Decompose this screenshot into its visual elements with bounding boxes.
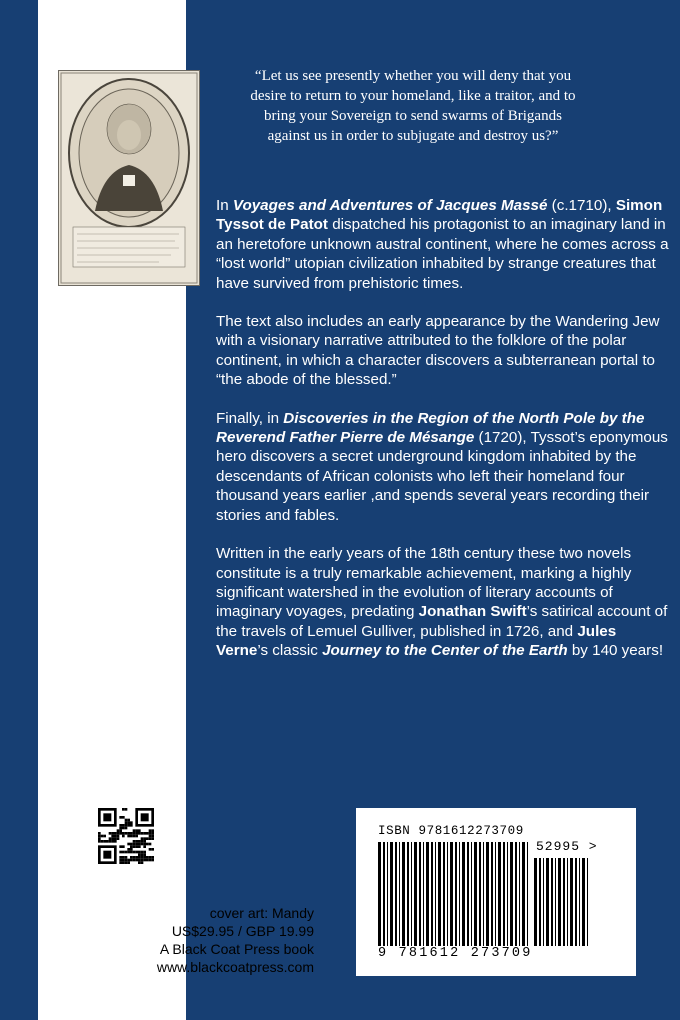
barcode-bar [486, 842, 489, 946]
qr-module [130, 851, 133, 854]
qr-module [133, 843, 136, 846]
qr-module [146, 859, 149, 862]
qr-module [119, 816, 122, 819]
qr-module [98, 840, 101, 843]
barcode-bar [390, 842, 393, 946]
qr-module [122, 835, 125, 838]
qr-module [151, 832, 154, 835]
barcode-bar [467, 842, 469, 946]
qr-module [133, 856, 136, 859]
qr-module [133, 840, 136, 843]
barcode-bar [419, 842, 421, 946]
qr-module [133, 832, 136, 835]
qr-module [149, 829, 152, 832]
qr-module [119, 845, 122, 848]
isbn-label: ISBN 9781612273709 [378, 824, 524, 838]
barcode-bar [447, 842, 448, 946]
barcode-bar [383, 842, 385, 946]
qr-module [122, 856, 125, 859]
qr-module [135, 835, 138, 838]
p1-text-b: (c.1710), [547, 197, 616, 214]
name-swift: Jonathan Swift [418, 603, 527, 621]
publisher-label: A Black Coat Press book [159, 941, 314, 957]
qr-module [143, 851, 146, 854]
book-title-masse: Voyages and Adventures of Jacques Massé [232, 197, 548, 214]
qr-module [122, 816, 125, 819]
barcode-bar [570, 858, 573, 946]
qr-module [143, 845, 146, 848]
barcode-bar [378, 842, 381, 946]
qr-module [143, 856, 146, 859]
qr-module [125, 851, 128, 854]
qr-module [141, 859, 144, 862]
barcode-addon-bars [534, 858, 588, 946]
name-verne: Jules Verne [216, 622, 617, 660]
qr-module [141, 861, 144, 864]
qr-module [122, 861, 125, 864]
qr-module [111, 837, 114, 840]
qr-module [119, 856, 122, 859]
qr-module [127, 832, 130, 835]
barcode-bar [579, 858, 580, 946]
barcode-bar [455, 842, 457, 946]
qr-module [114, 835, 117, 838]
isbn-digits: 9 781612 273709 [378, 946, 533, 961]
paragraph-1 [216, 196, 672, 293]
qr-module [130, 859, 133, 862]
barcode-bar [491, 842, 493, 946]
barcode-bar [450, 842, 453, 946]
paragraph-3 [216, 409, 672, 525]
portrait-svg [59, 71, 199, 285]
barcode-bar [546, 858, 549, 946]
qr-module [127, 848, 130, 851]
barcode-bar [479, 842, 481, 946]
qr-module [114, 832, 117, 835]
qr-code [98, 808, 154, 864]
qr-module [127, 824, 130, 827]
barcode-bar [510, 842, 513, 946]
qr-module [109, 840, 112, 843]
qr-module [138, 861, 141, 864]
barcode-bar [582, 858, 585, 946]
qr-module [141, 843, 144, 846]
qr-module [122, 845, 125, 848]
qr-code-svg [98, 808, 154, 864]
p4-text-a: Written in the early years of the 18th century these two novels constitute is a truly remarkable achievement, marking a highly significant watershed in the evolution of literary accounts of imaginary voyages, predating [216, 545, 632, 621]
qr-module [125, 808, 128, 811]
barcode-bar [543, 858, 544, 946]
barcode-bar [395, 842, 397, 946]
qr-module [127, 819, 130, 822]
qr-module [119, 827, 122, 830]
qr-module [135, 829, 138, 832]
barcode-bars [378, 842, 528, 946]
barcode-bar [474, 842, 477, 946]
qr-module [138, 859, 141, 862]
qr-module [130, 832, 133, 835]
qr-module [143, 843, 146, 846]
price-label: US$29.95 / GBP 19.99 [171, 923, 314, 939]
p1-text-a: In [216, 197, 233, 214]
qr-module [98, 835, 101, 838]
qr-module [143, 832, 146, 835]
qr-module [122, 832, 125, 835]
qr-module [103, 835, 106, 838]
paragraph-4 [216, 544, 672, 660]
qr-module [141, 832, 144, 835]
qr-module [127, 851, 130, 854]
barcode-bar [495, 842, 496, 946]
qr-module [109, 837, 112, 840]
barcode-bar [426, 842, 429, 946]
barcode-bar [534, 858, 537, 946]
qr-module [125, 861, 128, 864]
qr-module [133, 851, 136, 854]
isbn-barcode [356, 808, 636, 976]
qr-module [149, 848, 152, 851]
qr-module [141, 853, 144, 856]
qr-module [151, 856, 154, 859]
qr-module [125, 856, 128, 859]
barcode-bar [539, 858, 541, 946]
qr-module [119, 832, 122, 835]
barcode-bar [575, 858, 577, 946]
qr-module [125, 859, 128, 862]
qr-module [122, 808, 125, 811]
qr-module [122, 827, 125, 830]
qr-module [135, 832, 138, 835]
qr-module [125, 824, 128, 827]
qr-module [146, 832, 149, 835]
qr-module [149, 837, 152, 840]
p1-text-c: dispatched his protagonist to an imaginary land in an heretofore unknown austral continent, where he comes across a “lost world” utopian civilization inhabited by strange creatures that have survived from prehistoric times. [216, 216, 669, 292]
qr-module [101, 835, 104, 838]
book-title-journey: Journey to the Center of the Earth [322, 642, 568, 660]
qr-module [133, 829, 136, 832]
barcode-bar [558, 858, 561, 946]
qr-module [149, 832, 152, 835]
qr-module [141, 840, 144, 843]
barcode-bar [498, 842, 501, 946]
barcode-bar [471, 842, 472, 946]
qr-module [130, 845, 133, 848]
qr-module [117, 835, 120, 838]
barcode-bar [399, 842, 400, 946]
website-link[interactable]: www.blackcoatpress.com [156, 959, 314, 975]
portrait-engraving [58, 70, 200, 286]
qr-module [138, 851, 141, 854]
barcode-bar [567, 858, 568, 946]
barcode-bar [587, 858, 588, 946]
qr-module [127, 861, 130, 864]
barcode-bar [519, 842, 520, 946]
barcode-bar [387, 842, 388, 946]
qr-module [141, 851, 144, 854]
barcode-bar [522, 842, 525, 946]
qr-module [149, 859, 152, 862]
barcode-bar [414, 842, 417, 946]
qr-module [146, 837, 149, 840]
qr-module [125, 832, 128, 835]
qr-module [127, 843, 130, 846]
barcode-bar [423, 842, 424, 946]
qr-module [98, 832, 101, 835]
qr-module [119, 824, 122, 827]
qr-module [130, 835, 133, 838]
qr-module [141, 837, 144, 840]
qr-module [133, 835, 136, 838]
qr-module [125, 821, 128, 824]
qr-module [127, 821, 130, 824]
qr-module [117, 829, 120, 832]
qr-module [151, 859, 154, 862]
qr-module [135, 856, 138, 859]
p3-text-b: (1720), Tyssot’s eponymous hero discovers a secret underground kingdom inhabited by the descendants of African colonists who left their homeland four thousand years earlier ,and spends several years recording their stories and fables. [216, 429, 668, 524]
barcode-bar [507, 842, 508, 946]
qr-module [106, 840, 109, 843]
qr-module [117, 837, 120, 840]
qr-module [141, 813, 149, 821]
qr-module [122, 824, 125, 827]
qr-module [111, 832, 114, 835]
qr-module [135, 840, 138, 843]
qr-module [149, 835, 152, 838]
qr-module [138, 840, 141, 843]
p4-text-d: by 140 years! [567, 642, 664, 660]
qr-module [130, 824, 133, 827]
qr-module [146, 843, 149, 846]
qr-module [119, 861, 122, 864]
qr-module [146, 856, 149, 859]
qr-module [138, 832, 141, 835]
barcode-bar [402, 842, 405, 946]
barcode-bar [438, 842, 441, 946]
qr-module [122, 851, 125, 854]
qr-module [130, 848, 133, 851]
qr-module [138, 845, 141, 848]
qr-module [119, 829, 122, 832]
qr-module [98, 837, 101, 840]
left-margin [0, 0, 38, 1020]
qr-module [149, 843, 152, 846]
qr-module [103, 840, 106, 843]
barcode-bar [462, 842, 465, 946]
qr-module [122, 859, 125, 862]
qr-module [119, 859, 122, 862]
qr-module [151, 848, 154, 851]
qr-module [138, 843, 141, 846]
qr-module [130, 821, 133, 824]
barcode-bar [527, 842, 528, 946]
qr-module [143, 837, 146, 840]
qr-module [114, 840, 117, 843]
barcode-bar [435, 842, 436, 946]
qr-module [138, 829, 141, 832]
qr-module [143, 840, 146, 843]
qr-module [127, 835, 130, 838]
qr-module [130, 856, 133, 859]
barcode-bar [555, 858, 556, 946]
p3-text-a: Finally, in [216, 409, 284, 427]
p4-text-b: ’s satirical account of the travels of Lemuel Gulliver, published in 1726, and [216, 603, 668, 640]
qr-module [151, 835, 154, 838]
barcode-bar [551, 858, 553, 946]
barcode-bar [503, 842, 505, 946]
qr-module [135, 843, 138, 846]
barcode-bar [431, 842, 433, 946]
book-title-mesange: Discoveries in the Region of the North Pole by the Reverend Father Pierre de Mésange [216, 409, 645, 447]
price-code: 52995 > [536, 839, 598, 854]
barcode-bar [407, 842, 409, 946]
qr-module [135, 859, 138, 862]
qr-module [149, 856, 152, 859]
back-cover-blurb [216, 196, 672, 680]
qr-module [111, 835, 114, 838]
qr-module [135, 851, 138, 854]
barcode-bar [411, 842, 412, 946]
qr-module [151, 829, 154, 832]
qr-module [127, 859, 130, 862]
qr-module [119, 851, 122, 854]
qr-module [138, 853, 141, 856]
cover-art-credit: cover art: Mandy [209, 905, 314, 921]
qr-module [130, 843, 133, 846]
qr-module [111, 840, 114, 843]
epigraph-quote: “Let us see presently whether you will deny that you desire to return to your homeland, like a traitor, and to bring your Sovereign to send swarms of Brigands against us in order to subjugate and destroy us?” [250, 68, 576, 144]
qr-module [103, 851, 111, 859]
qr-module [101, 840, 104, 843]
barcode-bar [443, 842, 445, 946]
qr-module [143, 853, 146, 856]
p4-text-c: ’s classic [257, 642, 323, 660]
qr-module [133, 859, 136, 862]
author-name: Simon Tyssot de Patot [216, 197, 663, 234]
qr-module [125, 819, 128, 822]
credits-block [136, 904, 314, 976]
barcode-bar [459, 842, 460, 946]
barcode-bar [515, 842, 517, 946]
qr-module [135, 845, 138, 848]
barcode-bar [483, 842, 484, 946]
qr-module [103, 813, 111, 821]
qr-module [114, 837, 117, 840]
barcode-bar [563, 858, 565, 946]
qr-module [138, 856, 141, 859]
paragraph-2: The text also includes an early appearance by the Wandering Jew with a visionary narrative attributed to the folklore of the polar continent, in which a character discovers a subterranean portal to “the abode of the blessed.” [216, 313, 660, 389]
qr-module [141, 856, 144, 859]
qr-module [117, 832, 120, 835]
qr-module [109, 832, 112, 835]
qr-module [151, 837, 154, 840]
qr-module [125, 827, 128, 830]
qr-module [143, 859, 146, 862]
qr-module [133, 845, 136, 848]
